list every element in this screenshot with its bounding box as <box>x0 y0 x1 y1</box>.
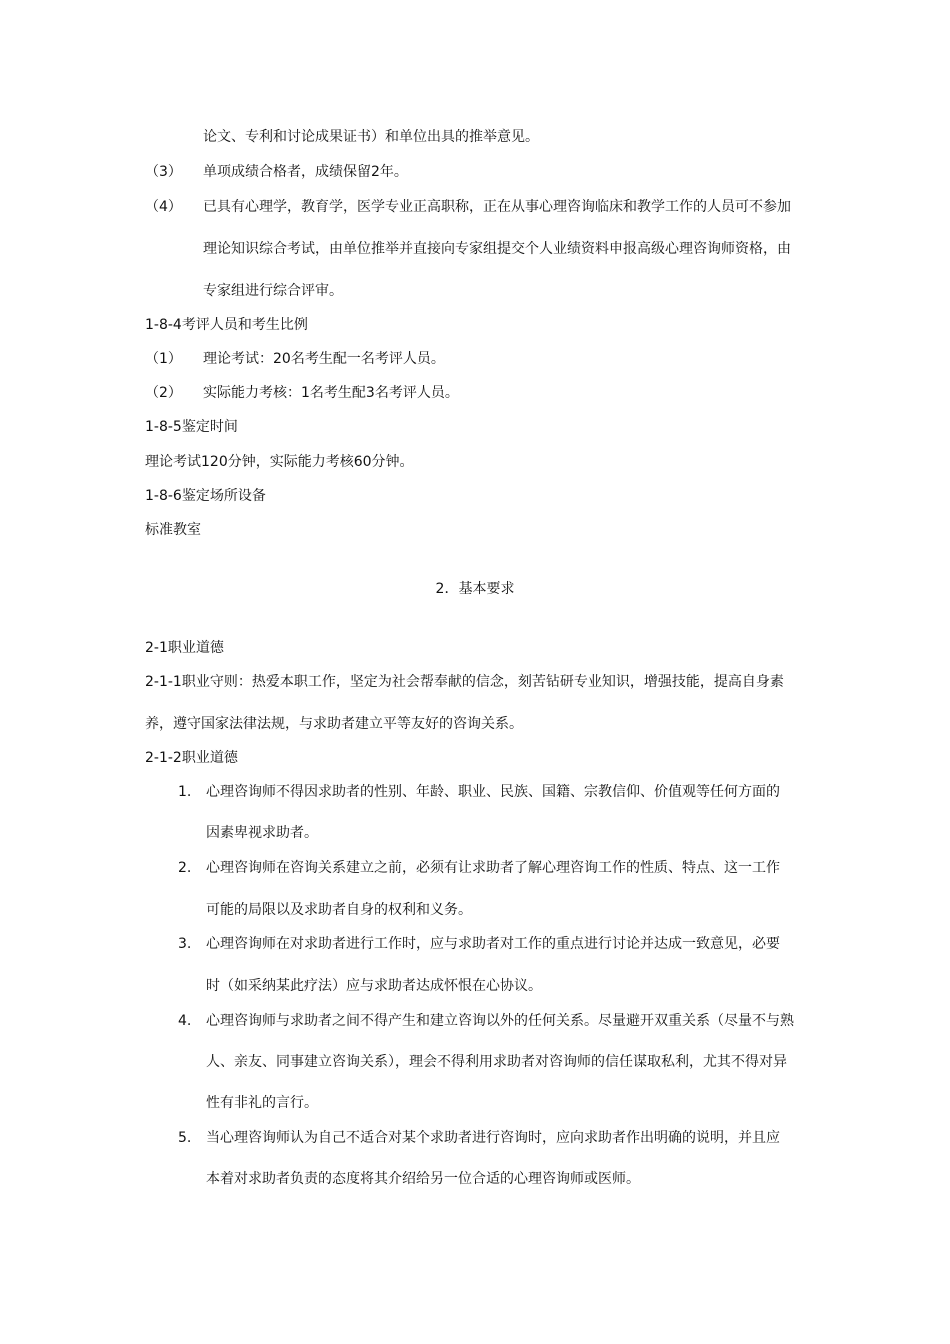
list-number: 5. <box>178 1130 192 1146</box>
list-item-line: 因素卑视求助者。 <box>206 825 318 841</box>
list-item-line: 人、亲友、同事建立咨询关系），理会不得利用求助者对咨询师的信任谋取私利，尤其不得对异 <box>206 1054 787 1070</box>
paragraph: 2-1-1职业守则：热爱本职工作，坚定为社会帮奉献的信念，刻苦钻研专业知识，增强技能，提高自身素 <box>145 674 784 690</box>
paragraph: 理论考试120分钟，实际能力考核60分钟。 <box>145 454 414 470</box>
subsection-heading: 1-8-6鉴定场所设备 <box>145 488 266 504</box>
list-item-line: 心理咨询师在对求助者进行工作时，应与求助者对工作的重点进行讨论并达成一致意见，必要 <box>206 936 780 952</box>
list-number: 2. <box>178 860 192 876</box>
list-number: 1. <box>178 784 192 800</box>
subsection-heading: 2-1-2职业道德 <box>145 750 238 766</box>
list-item-line: 当心理咨询师认为自己不适合对某个求助者进行咨询时，应向求助者作出明确的说明，并且应 <box>206 1130 780 1146</box>
item-text: 专家组进行综合评审。 <box>203 283 343 299</box>
list-item-line: 心理咨询师与求助者之间不得产生和建立咨询以外的任何关系。尽量避开双重关系（尽量不与熟 <box>206 1013 794 1029</box>
continuation-line: 论文、专利和讨论成果证书）和单位出具的推举意见。 <box>203 129 539 145</box>
paragraph: 养，遵守国家法律法规，与求助者建立平等友好的咨询关系。 <box>145 716 523 732</box>
item-text: 理论知识综合考试，由单位推举并直接向专家组提交个人业绩资料申报高级心理咨询师资格，由 <box>203 241 791 257</box>
list-item-line: 心理咨询师在咨询关系建立之前，必须有让求助者了解心理咨询工作的性质、特点、这一工作 <box>206 860 780 876</box>
item-text: 实际能力考核：1名考生配3名考评人员。 <box>203 385 459 401</box>
subsection-heading: 1-8-4考评人员和考生比例 <box>145 317 308 333</box>
item-text: 理论考试：20名考生配一名考评人员。 <box>203 351 445 367</box>
list-item-line: 本着对求助者负责的态度将其介绍给另一位合适的心理咨询师或医师。 <box>206 1171 640 1187</box>
item-number: （4） <box>145 199 182 215</box>
list-item-line: 时（如采纳某此疗法）应与求助者达成怀恨在心协议。 <box>206 978 542 994</box>
list-item-line: 可能的局限以及求助者自身的权利和义务。 <box>206 902 472 918</box>
list-number: 3. <box>178 936 192 952</box>
subsection-heading: 1-8-5鉴定时间 <box>145 419 238 435</box>
subsection-heading: 2-1职业道德 <box>145 640 224 656</box>
list-item-line: 性有非礼的言行。 <box>206 1095 318 1111</box>
list-item-line: 心理咨询师不得因求助者的性别、年龄、职业、民族、国籍、宗教信仰、价值观等任何方面的 <box>206 784 780 800</box>
item-number: （1） <box>145 351 182 367</box>
paragraph: 标准教室 <box>145 522 201 538</box>
list-number: 4. <box>178 1013 192 1029</box>
item-number: （3） <box>145 164 182 180</box>
item-text: 已具有心理学，教育学，医学专业正高职称，正在从事心理咨询临床和教学工作的人员可不参加 <box>203 199 791 215</box>
item-text: 单项成绩合格者，成绩保留2年。 <box>203 164 408 180</box>
section-title: 2．基本要求 <box>435 581 515 597</box>
item-number: （2） <box>145 385 182 401</box>
